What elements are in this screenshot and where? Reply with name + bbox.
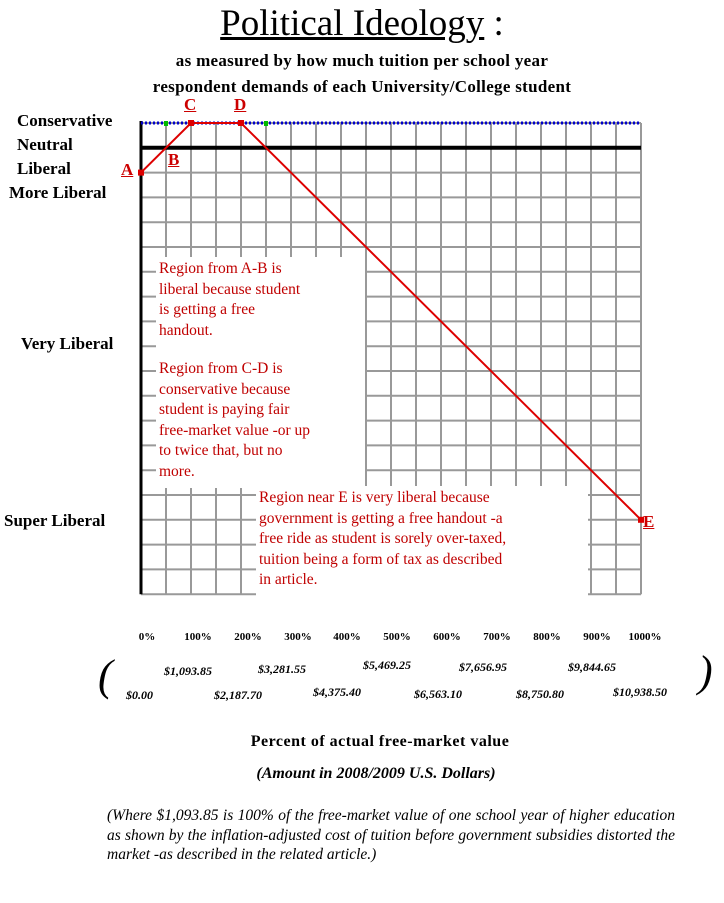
dollar-label: $0.00 (126, 688, 153, 702)
x-tick-label: 400% (333, 631, 361, 643)
x-tick-label: 200% (234, 631, 262, 643)
dollar-label: $9,844.65 (568, 660, 616, 674)
dollar-label: $10,938.50 (613, 685, 667, 699)
annotation-cd-line: to twice that, but no (159, 442, 283, 459)
green-marker (164, 121, 168, 126)
x-axis-label: Percent of actual free-market value (250, 733, 510, 750)
x-axis-label-dollars: (Amount in 2008/2009 U.S. Dollars) (256, 765, 496, 782)
annotation-cd-line: student is paying fair (159, 401, 290, 418)
y-label-neutral: Neutral (17, 135, 73, 154)
annotation-cd-line: conservative because (159, 380, 291, 398)
paren-open: ( (98, 651, 113, 700)
data-point (238, 120, 244, 126)
point-label-e: E (643, 512, 655, 531)
y-label-very-liberal: Very Liberal (21, 334, 114, 353)
annotation-cd-line: Region from C-D is (159, 360, 283, 377)
green-marker (264, 121, 268, 126)
paren-close: ) (698, 647, 713, 696)
annotation-e-line: tuition being a form of tax as described (259, 550, 503, 568)
y-label-liberal: Liberal (17, 159, 71, 178)
dollar-label: $1,093.85 (164, 664, 212, 678)
dollar-label: $2,187.70 (214, 688, 262, 702)
subtitle-line1: as measured by how much tuition per school year (175, 51, 549, 70)
annotation-ab-line: Region from A-B is (159, 260, 282, 277)
dollar-label: $3,281.55 (258, 662, 306, 676)
annotation-cd-line: free-market value -or up (159, 421, 311, 439)
x-tick-label: 300% (284, 631, 312, 643)
footnote: (Where $1,093.85 is 100% of the free-market value of one school year of higher education as shown by the inflation-adjusted cost of tuition before government subsidies distorted the market -as described in the related article.) (107, 807, 675, 863)
y-label-super-liberal: Super Liberal (4, 511, 106, 530)
x-tick-label: 900% (583, 631, 611, 643)
annotation-e-line: government is getting a free handout -a (259, 509, 503, 527)
point-label-d: D (234, 95, 247, 114)
x-tick-label: 100% (184, 631, 212, 643)
annotation-e-line: free ride as student is sorely over-taxed, (259, 530, 507, 547)
annotation-e-line: in article. (259, 571, 318, 588)
x-tick-label: 600% (433, 631, 461, 643)
annotation-e-line: Region near E is very liberal because (259, 489, 490, 506)
dollar-label: $4,375.40 (313, 685, 361, 699)
annotation-box-left (156, 257, 365, 488)
title-colon: : (493, 3, 504, 44)
dollar-label: $6,563.10 (414, 687, 462, 701)
x-tick-label: 0% (138, 631, 156, 643)
subtitle-line2: respondent demands of each University/College student (152, 77, 572, 96)
x-tick-label: 500% (383, 631, 411, 643)
title-main: Political Ideology (220, 3, 485, 44)
annotation-box-e (256, 486, 588, 596)
annotation-ab-line: is getting a free (159, 301, 255, 318)
annotation-cd-line: more. (159, 462, 195, 480)
x-tick-label: 800% (533, 631, 561, 643)
point-label-c: C (184, 95, 197, 114)
data-point (138, 170, 144, 176)
point-label-b: B (168, 150, 180, 169)
x-tick-label: 700% (483, 631, 511, 643)
dollar-label: $5,469.25 (363, 658, 411, 672)
y-label-more-liberal: More Liberal (9, 183, 107, 202)
data-point (188, 120, 194, 126)
x-tick-label: 1000% (628, 631, 662, 643)
annotation-ab-line: liberal because student (159, 280, 301, 298)
y-label-conservative: Conservative (17, 111, 113, 130)
point-label-a: A (121, 160, 134, 179)
annotation-ab-line: handout. (159, 321, 213, 339)
dollar-label: $7,656.95 (459, 660, 507, 674)
dollar-label: $8,750.80 (516, 687, 564, 701)
